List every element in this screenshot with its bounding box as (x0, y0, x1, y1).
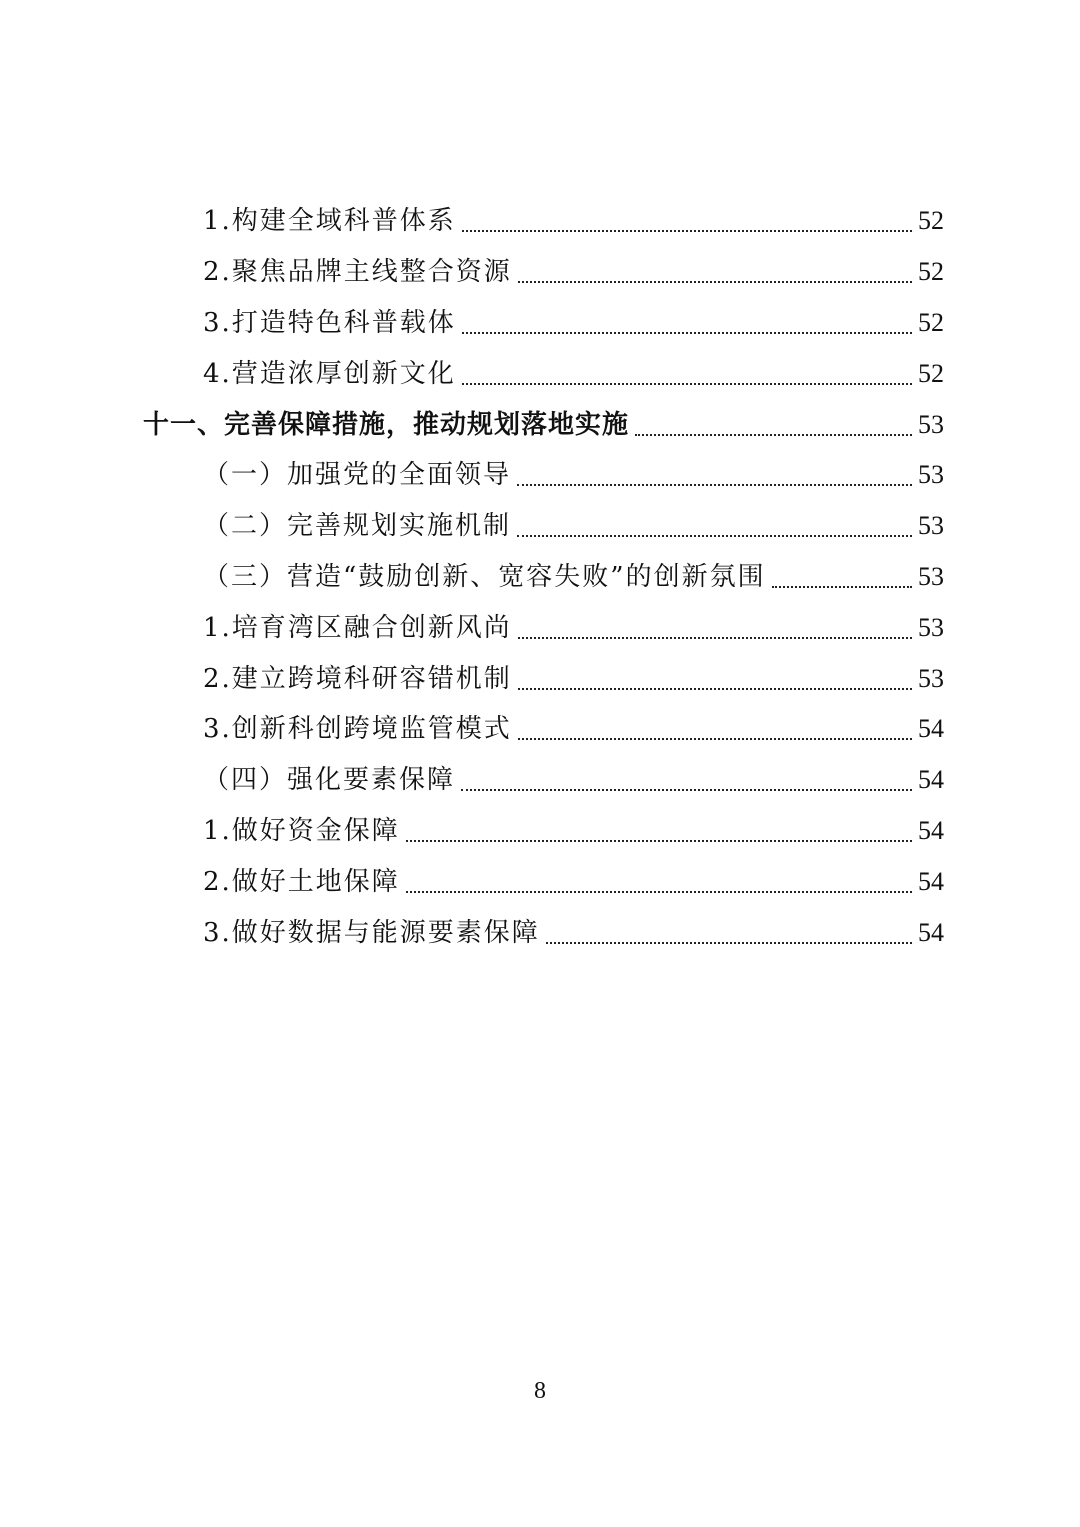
toc-section-entry[interactable] (0, 755, 1080, 806)
toc-dot-leader (772, 586, 912, 588)
toc-entry-page: 53 (918, 460, 944, 490)
toc-dot-leader (546, 942, 912, 944)
toc-entry[interactable] (0, 196, 1080, 247)
toc-section-title: （四）强化要素保障 (203, 765, 456, 796)
toc-dot-leader (518, 688, 912, 690)
toc-entry[interactable] (0, 856, 1080, 907)
toc-entry-page: 53 (918, 663, 944, 693)
toc-dot-leader (635, 434, 912, 436)
table-of-contents (0, 196, 1080, 958)
toc-section-entry[interactable] (0, 450, 1080, 501)
toc-entry-title: 1.构建全域科普体系 (203, 206, 456, 237)
toc-dot-leader (462, 230, 912, 232)
toc-entry-title: 3.做好数据与能源要素保障 (203, 917, 540, 948)
toc-entry-title: 4.营造浓厚创新文化 (203, 358, 456, 389)
toc-entry[interactable] (0, 298, 1080, 349)
toc-entry-page: 52 (918, 257, 944, 287)
toc-entry[interactable] (0, 247, 1080, 298)
toc-dot-leader (462, 332, 912, 334)
toc-dot-leader (518, 637, 912, 639)
toc-dot-leader (518, 738, 912, 740)
toc-entry-title: 3.创新科创跨境监管模式 (203, 714, 512, 745)
toc-section-title: （三）营造“鼓励创新、宽容失败”的创新氛围 (203, 561, 766, 592)
toc-entry-page: 53 (918, 612, 944, 642)
toc-entry[interactable] (0, 806, 1080, 857)
toc-entry-title: 3.打造特色科普载体 (203, 307, 456, 338)
toc-chapter-title: 十一、完善保障措施，推动规划落地实施 (143, 409, 630, 440)
toc-entry[interactable] (0, 704, 1080, 755)
toc-section-entry[interactable] (0, 552, 1080, 603)
toc-entry-title: 1.培育湾区融合创新风尚 (203, 612, 512, 643)
toc-entry-title: 2.做好土地保障 (203, 866, 400, 897)
toc-entry[interactable] (0, 653, 1080, 704)
toc-dot-leader (462, 383, 912, 385)
toc-dot-leader (517, 535, 912, 537)
toc-entry-title: 2.聚焦品牌主线整合资源 (203, 257, 512, 288)
toc-entry-page: 53 (918, 561, 944, 591)
toc-entry[interactable] (0, 602, 1080, 653)
toc-entry-page: 54 (918, 765, 944, 795)
toc-dot-leader (406, 840, 912, 842)
toc-entry[interactable] (0, 348, 1080, 399)
toc-entry-page: 54 (918, 815, 944, 845)
toc-entry-page: 52 (918, 358, 944, 388)
toc-entry-page: 53 (918, 511, 944, 541)
toc-entry-page: 52 (918, 206, 944, 236)
toc-section-entry[interactable] (0, 501, 1080, 552)
toc-dot-leader (518, 281, 912, 283)
toc-entry-page: 52 (918, 307, 944, 337)
toc-dot-leader (517, 484, 912, 486)
toc-entry-title: 1.做好资金保障 (203, 815, 400, 846)
toc-section-title: （一）加强党的全面领导 (203, 460, 512, 491)
toc-entry[interactable] (0, 907, 1080, 958)
toc-section-title: （二）完善规划实施机制 (203, 511, 512, 542)
toc-entry-title: 2.建立跨境科研容错机制 (203, 663, 512, 694)
toc-dot-leader (406, 891, 912, 893)
toc-entry-page: 54 (918, 714, 944, 744)
toc-entry-page: 54 (918, 917, 944, 947)
toc-entry-page: 53 (918, 409, 944, 439)
toc-dot-leader (461, 789, 912, 791)
page-number: 8 (534, 1378, 546, 1404)
toc-chapter-entry[interactable] (0, 399, 1080, 450)
toc-entry-page: 54 (918, 866, 944, 896)
